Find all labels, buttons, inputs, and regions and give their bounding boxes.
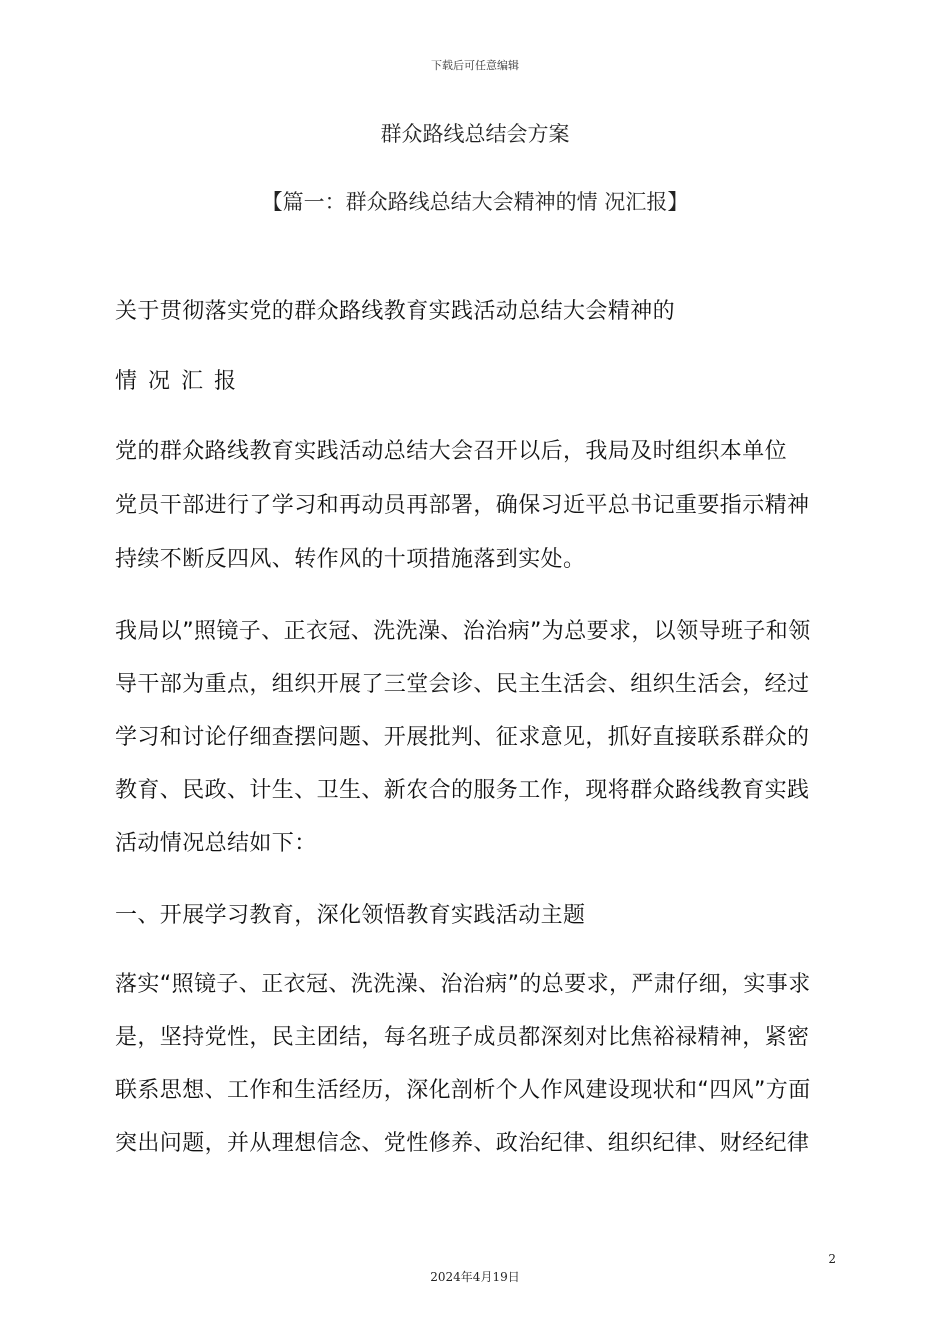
body-line: 落实“照镜子、正衣冠、洗洗澡、治治病”的总要求，严肃仔细，实事求 [115,972,811,997]
page-number: 2 [828,1252,836,1266]
footer-date: 2024年4月19日 [430,1270,520,1284]
header-note: 下载后可任意编辑 [431,59,519,72]
document-title: 群众路线总结会方案 [380,122,570,146]
body-line: 活动情况总结如下： [115,831,317,856]
body-line: 党的群众路线教育实践活动总结大会召开以后，我局及时组织本单位 [115,439,788,464]
body-line: 导干部为重点，组织开展了三堂会诊、民主生活会、组织生活会，经过 [115,672,810,697]
document-subtitle: 【篇一：群众路线总结大会精神的情 况汇报】 [261,190,689,214]
body-line: 是，坚持党性，民主团结，每名班子成员都深刻对比焦裕禄精神，紧密 [115,1025,810,1050]
body-line: 持续不断反四风、转作风的十项措施落到实处。 [115,547,586,572]
report-heading-line-1: 关于贯彻落实党的群众路线教育实践活动总结大会精神的 [115,299,676,324]
body-line: 党员干部进行了学习和再动员再部署，确保习近平总书记重要指示精神 [115,493,810,518]
section-heading: 一、开展学习教育，深化领悟教育实践活动主题 [115,903,586,928]
report-heading-line-2: 情 况 汇 报 [115,369,238,394]
body-line: 我局以”照镜子、正衣冠、洗洗澡、治治病”为总要求，以领导班子和领 [115,619,811,644]
body-line: 教育、民政、计生、卫生、新农合的服务工作，现将群众路线教育实践 [115,778,810,803]
body-line: 学习和讨论仔细查摆问题、开展批判、征求意见，抓好直接联系群众的 [115,725,810,750]
body-line: 联系思想、工作和生活经历，深化剖析个人作风建设现状和“四风”方面 [115,1078,811,1103]
body-line: 突出问题，并从理想信念、党性修养、政治纪律、组织纪律、财经纪律 [115,1131,810,1156]
